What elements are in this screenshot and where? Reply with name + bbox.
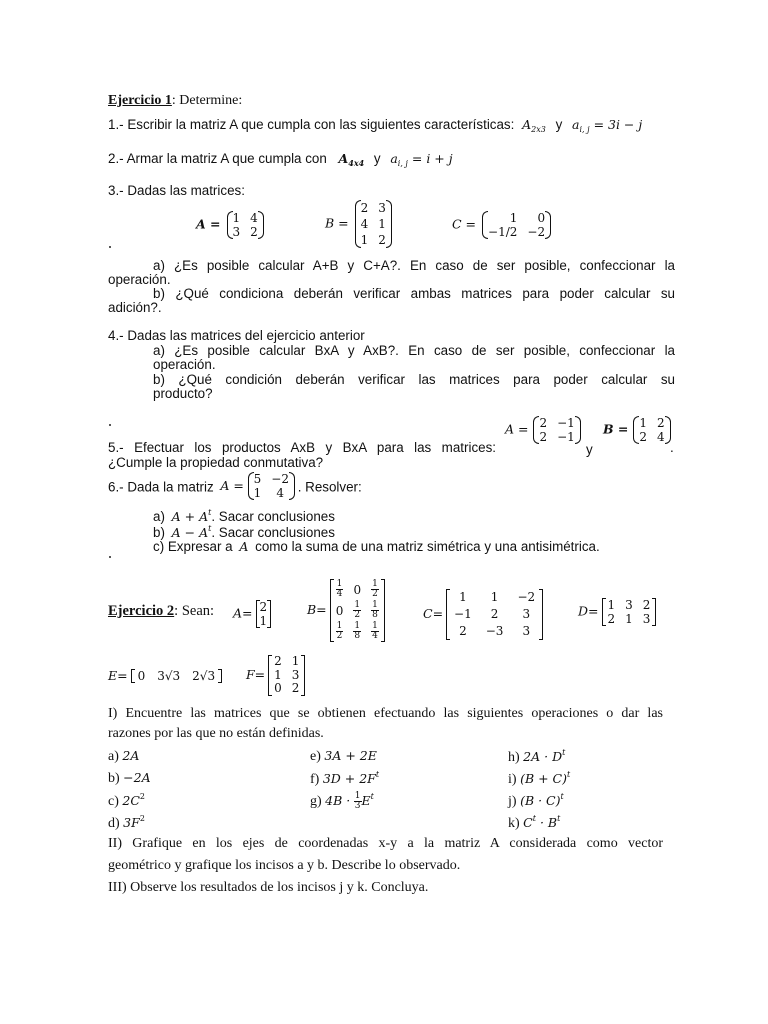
op-f: f) $3D + 2F^t$ [310, 770, 380, 787]
ej1-item4-a-line1: a) ¿Es posible calcular BxA y AxB?. En caso de ser posible, confeccionar la [153, 343, 675, 358]
ej2-II-line2: geométrico y grafique los incisos a y b. Describe lo observado. [108, 858, 461, 873]
frac: $\frac{1}{2}$ [372, 579, 378, 599]
ej1-item3-text: 3.- Dadas las matrices: [108, 183, 245, 198]
op-i: i) $(B + C)^t$ [508, 770, 571, 787]
ej1-item6-b: b) $A - A^t$. Sacar conclusiones [153, 524, 335, 540]
ej1-item3-matC-group [452, 211, 550, 239]
op-k: k) $C^t \cdot B^t$ [508, 814, 561, 831]
ej1-item6-matA-label: A = [220, 477, 244, 493]
op-a: a) 2A [108, 748, 140, 764]
ej2-matE-label: E= [108, 668, 128, 683]
ej1-item6-a-math: $A + A^t$ [171, 508, 212, 524]
ej1-item5-matB: 1 2 2 4 [634, 416, 669, 444]
ej1-item6-c: c) Expresar a A como la suma de una matriz simétrica y una antisimétrica. [153, 539, 600, 554]
ej1-item3-a-line1: a) ¿Es posible calcular A+B y C+A?. En caso de ser posible, confeccionar la [153, 258, 675, 273]
ej1-item6 [108, 474, 362, 502]
ej1-item6-text: 6.- Dada la matriz [108, 479, 214, 495]
ej2-matD: 1 3 2 2 1 3 [603, 598, 656, 626]
ej2-matA: 2 1 [257, 600, 271, 628]
stray-dot [109, 246, 111, 248]
ej1-item5-matB-label: B = [603, 421, 629, 437]
ej1-item4-b-line1: b) ¿Qué condición deberán verificar las matrices para poder calcular su [153, 372, 675, 387]
op-e: e) 3A + 2E [310, 748, 377, 764]
ej1-item3-a-line2: operación. [108, 272, 171, 287]
frac: $\frac{1}{3}$ [354, 791, 361, 812]
op-g: g) 4B · $\frac{1}{3}$ $E^t$ [310, 791, 374, 812]
ej1-item2-A: $A_{4x4}$ [338, 151, 365, 168]
ej2-heading [108, 603, 214, 620]
ej2-matA-group [233, 600, 270, 628]
op-j: j) $(B \cdot C)^t$ [508, 792, 564, 809]
ej1-title-suffix: : Determine: [171, 93, 243, 108]
ej2-matE: 0 3√3 2√3 [132, 669, 221, 683]
ej1-item3-b-line2: adición?. [108, 300, 162, 315]
ej2-title: Ejercicio 2 [108, 603, 175, 619]
ej2-matF: 2 1 1 3 0 2 [269, 655, 304, 696]
ej2-matA-label: A= [233, 605, 253, 621]
ej1-item6-b-math: $A - A^t$ [171, 524, 212, 540]
ej1-title: Ejercicio 1 [108, 93, 172, 108]
op-b: b) −2A [108, 770, 151, 786]
ej1-item4-a-line2: operación. [153, 357, 216, 372]
frac: $\frac{1}{4}$ [372, 621, 378, 641]
ej2-matC-group [423, 589, 542, 640]
ej1-item2 [108, 151, 453, 168]
ej2-matC: 1 1 −2 −1 2 3 2 −3 3 [447, 589, 542, 640]
ej1-item5-matA-label: A = [505, 421, 529, 437]
ej1-item3-matA-label: A = [196, 216, 221, 232]
frac: $\frac{1}{2}$ [336, 621, 343, 641]
ej1-item6-text-after: . Resolver: [297, 479, 362, 495]
ej1-item4-text: 4.- Dadas las matrices del ejercicio anterior [108, 328, 365, 343]
frac: $\frac{1}{8}$ [354, 621, 361, 641]
ej1-item3-matC-label: C = [452, 216, 477, 232]
ej1-item1-a: $a_{i, j} = 3i - j$ [572, 117, 643, 134]
ej2-matB-label: B= [307, 602, 327, 618]
ej2-matB-group [307, 579, 384, 642]
ej1-item5-end: . [670, 440, 674, 455]
frac: $\frac{1}{2}$ [354, 600, 361, 620]
op-d: d) $3F^2$ [108, 814, 145, 831]
ej2-III: III) Observe los resultados de los incisos j y k. Concluya. [108, 880, 429, 895]
ej1-item1-A: $A_{2x3}$ [522, 117, 546, 134]
ej1-item1-text: 1.- Escribir la matriz A que cumpla con las siguientes características: [108, 117, 515, 132]
ej2-matB: $\frac{1}{4}$ 0 $\frac{1}{2}$ 0 $\frac{1}{2}$ $\frac{1}{8}$ $\frac{1}{2}$ $\frac{1}{8}$ $\frac{1}{4}$ [331, 579, 384, 642]
ej1-item5-line2: ¿Cumple la propiedad conmutativa? [108, 455, 324, 470]
ej1-item6-matA: 5 −2 1 4 [249, 472, 294, 500]
ej2-matE-group [108, 667, 221, 685]
op-h: h) $2A \cdot D^t$ [508, 748, 566, 765]
ej2-matF-group [246, 655, 304, 696]
ej1-item3-matA-group [196, 211, 263, 239]
ej2-matD-group [578, 598, 655, 626]
frac: $\frac{1}{4}$ [336, 579, 343, 599]
ej1-item5-y: y [586, 442, 593, 457]
ej1-item2-text: 2.- Armar la matriz A que cumpla con [108, 151, 327, 166]
stray-dot [109, 556, 111, 558]
ej1-item2-y: y [373, 151, 381, 166]
ej1-item3-matB-group [325, 200, 391, 248]
ej1-item3-matA: 1 4 3 2 [228, 211, 263, 239]
ej1-item1-y: y [555, 117, 563, 132]
ej2-matF-label: F= [246, 666, 266, 682]
ej2-I-line2: razones por las que no están definidas. [108, 726, 324, 741]
ej1-item5-matA: 2 −1 2 −1 [534, 416, 579, 444]
ej1-item5-line1: 5.- Efectuar los productos AxB y BxA para las matrices: [108, 440, 496, 455]
ej1-item3-matC: 1 0 −1/2 −2 [483, 211, 550, 239]
ej1-item1 [108, 117, 642, 134]
ej1-item3-matB: 2 3 4 1 1 2 [356, 200, 391, 248]
ej1-heading [108, 93, 242, 109]
frac: $\frac{1}{8}$ [372, 600, 378, 620]
ej2-II-line1: II) Grafique en los ejes de coordenadas x-y a la matriz A considerada como vector [108, 836, 663, 851]
ej1-item5-matB-group [603, 416, 670, 444]
ej1-item5-matA-group [505, 416, 580, 444]
ej2-matD-label: D= [578, 603, 599, 619]
ej1-item3-matB-label: B = [325, 215, 349, 231]
ej1-item6-a: a) $A + A^t$. Sacar conclusiones [153, 508, 335, 524]
ej1-item2-a: $a_{i, j} = i + j$ [390, 151, 453, 168]
ej1-item3-b-line1: b) ¿Qué condiciona deberán verificar ambas matrices para poder calcular su [153, 286, 675, 301]
stray-dot [109, 424, 111, 426]
ej1-item4-b-line2: producto? [153, 386, 213, 401]
ej2-matC-label: C= [423, 606, 444, 622]
ej2-sean: : Sean: [174, 603, 215, 619]
op-c: c) $2C^2$ [108, 792, 146, 809]
ej2-I-line1: I) Encuentre las matrices que se obtienen efectuando las siguientes operaciones o dar las [108, 706, 663, 721]
